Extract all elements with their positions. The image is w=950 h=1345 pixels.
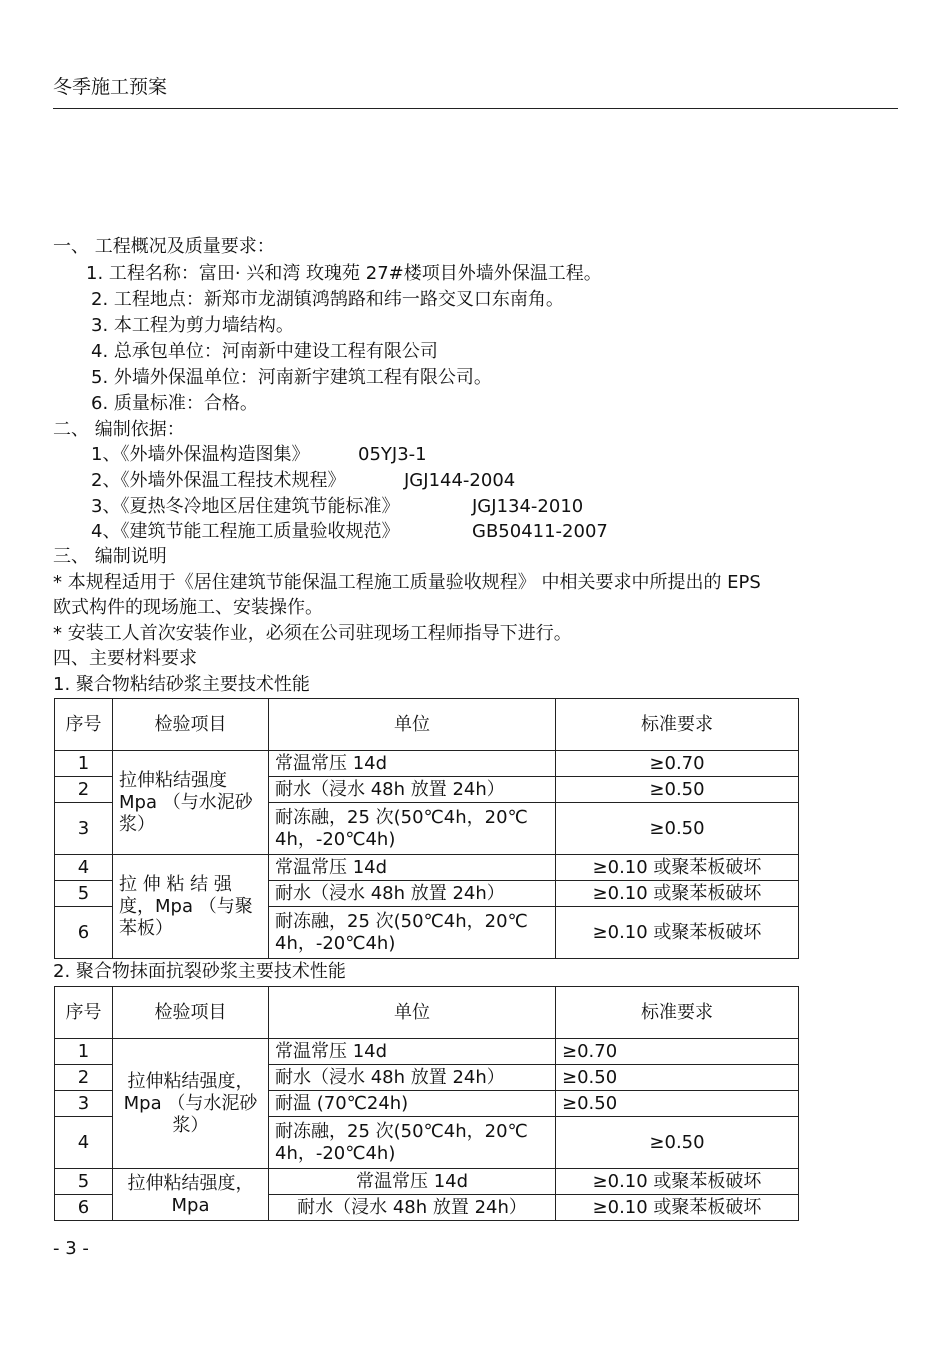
row-requirement: ≥0.10 或聚苯板破坏 [556, 907, 799, 959]
table-row [55, 855, 799, 881]
row-requirement: ≥0.70 [556, 751, 799, 777]
section2-ref-1-title: 1、《外墙外保温构造图集》 [91, 444, 310, 465]
row-requirement: ≥0.10 或聚苯板破坏 [556, 855, 799, 881]
section3-note2: * 安装工人首次安装作业，必须在公司驻现场工程师指导下进行。 [53, 623, 572, 644]
row-group-item: 拉伸粘结强度，Mpa [113, 1169, 269, 1221]
row-requirement: ≥0.50 [556, 1065, 799, 1091]
row-requirement: ≥0.50 [556, 777, 799, 803]
row-unit: 耐温 (70℃24h) [269, 1091, 556, 1117]
row-requirement: ≥0.50 [556, 803, 799, 855]
row-no: 1 [55, 1039, 113, 1065]
row-no: 3 [55, 1091, 113, 1117]
section3-note1-line2: 欧式构件的现场施工、安装操作。 [53, 597, 323, 618]
header-unit: 单位 [269, 987, 556, 1039]
row-unit: 耐冻融，25 次(50℃4h，20℃ 4h，-20℃4h) [269, 803, 556, 855]
row-no: 4 [55, 855, 113, 881]
row-unit: 耐冻融，25 次(50℃4h，20℃ 4h，-20℃4h) [269, 1117, 556, 1169]
section2-heading: 二、 编制依据： [53, 419, 185, 440]
row-no: 5 [55, 1169, 113, 1195]
table-row [55, 1169, 799, 1195]
row-requirement: ≥0.10 或聚苯板破坏 [556, 1169, 799, 1195]
header-requirement: 标准要求 [556, 699, 799, 751]
section2-ref-4-code: GB50411-2007 [472, 521, 608, 542]
header-unit: 单位 [269, 699, 556, 751]
row-unit: 常温常压 14d [269, 1039, 556, 1065]
row-no: 5 [55, 881, 113, 907]
row-group-item: 拉伸粘结强度，Mpa （与水泥砂浆） [113, 1039, 269, 1169]
header-requirement: 标准要求 [556, 987, 799, 1039]
section2-ref-3-title: 3、《夏热冬冷地区居住建筑节能标准》 [91, 496, 400, 517]
row-unit: 耐水（浸水 48h 放置 24h） [269, 1195, 556, 1221]
header-no: 序号 [55, 699, 113, 751]
section1-item-1: 1. 工程名称：富田· 兴和湾 玫瑰苑 27#楼项目外墙外保温工程。 [86, 263, 602, 284]
row-no: 3 [55, 803, 113, 855]
table2 [54, 986, 799, 1221]
row-requirement: ≥0.50 [556, 1091, 799, 1117]
row-unit: 耐水（浸水 48h 放置 24h） [269, 777, 556, 803]
row-unit: 常温常压 14d [269, 855, 556, 881]
table-row [55, 1039, 799, 1065]
table1 [54, 698, 799, 959]
page-number: - 3 - [53, 1238, 89, 1259]
section1-item-3: 3. 本工程为剪力墙结构。 [91, 315, 294, 336]
section2-ref-4-title: 4、《建筑节能工程施工质量验收规范》 [91, 521, 400, 542]
section1-item-2: 2. 工程地点：新郑市龙湖镇鸿鹄路和纬一路交叉口东南角。 [91, 289, 564, 310]
row-no: 6 [55, 1195, 113, 1221]
row-requirement: ≥0.10 或聚苯板破坏 [556, 1195, 799, 1221]
section2-ref-1-code: 05YJ3-1 [358, 444, 427, 465]
row-requirement: ≥0.70 [556, 1039, 799, 1065]
page-header-title: 冬季施工预案 [53, 76, 168, 98]
section3-note1-line1: * 本规程适用于《居住建筑节能保温工程施工质量验收规程》 中相关要求中所提出的 EPS [53, 572, 761, 593]
section2-ref-2-code: JGJ144-2004 [404, 470, 516, 491]
row-no: 6 [55, 907, 113, 959]
header-no: 序号 [55, 987, 113, 1039]
row-group-item: 拉伸粘结强度 Mpa （与水泥砂浆） [113, 751, 269, 855]
section1-item-6: 6. 质量标准：合格。 [91, 393, 258, 414]
row-unit: 常温常压 14d [269, 1169, 556, 1195]
section3-heading: 三、 编制说明 [53, 546, 167, 567]
section4-heading: 四、主要材料要求 [53, 648, 197, 669]
row-unit: 耐水（浸水 48h 放置 24h） [269, 881, 556, 907]
section2-ref-3-code: JGJ134-2010 [472, 496, 584, 517]
section2-ref-2-title: 2、《外墙外保温工程技术规程》 [91, 470, 346, 491]
header-item: 检验项目 [113, 699, 269, 751]
row-no: 1 [55, 751, 113, 777]
table-header-row [55, 987, 799, 1039]
row-unit: 耐冻融，25 次(50℃4h，20℃ 4h，-20℃4h) [269, 907, 556, 959]
row-requirement: ≥0.10 或聚苯板破坏 [556, 881, 799, 907]
table-row [55, 751, 799, 777]
row-unit: 耐水（浸水 48h 放置 24h） [269, 1065, 556, 1091]
header-divider [53, 108, 898, 109]
row-no: 4 [55, 1117, 113, 1169]
table-header-row [55, 699, 799, 751]
section1-item-5: 5. 外墙外保温单位：河南新宇建筑工程有限公司。 [91, 367, 492, 388]
row-group-item: 拉 伸 粘 结 强 度，Mpa （与聚苯板） [113, 855, 269, 959]
table1-caption: 1. 聚合物粘结砂浆主要技术性能 [53, 674, 310, 695]
section1-heading: 一、 工程概况及质量要求： [53, 236, 275, 257]
table2-caption: 2. 聚合物抹面抗裂砂浆主要技术性能 [53, 961, 346, 982]
row-no: 2 [55, 1065, 113, 1091]
row-no: 2 [55, 777, 113, 803]
header-item: 检验项目 [113, 987, 269, 1039]
section1-item-4: 4. 总承包单位：河南新中建设工程有限公司 [91, 341, 438, 362]
row-unit: 常温常压 14d [269, 751, 556, 777]
row-requirement: ≥0.50 [556, 1117, 799, 1169]
